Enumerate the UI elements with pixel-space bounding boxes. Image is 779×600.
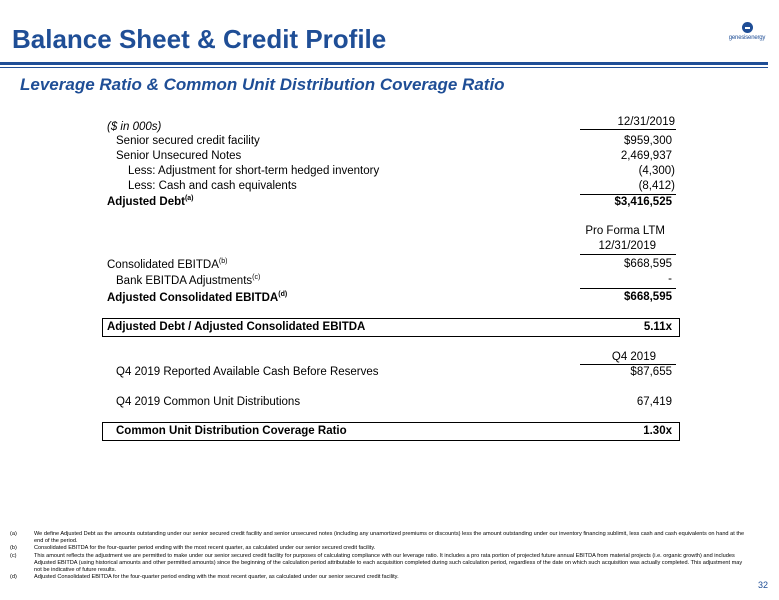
debt-row-value: (8,412) — [638, 180, 675, 192]
debt-row-label: Less: Adjustment for short-term hedged inventory — [128, 165, 380, 177]
footnote-key: (b) — [10, 545, 17, 552]
leverage-ratio-label: Adjusted Debt / Adjusted Consolidated EBITDA — [107, 321, 366, 333]
bank-ebitda-value: - — [668, 273, 672, 285]
adjusted-debt-value: $3,416,525 — [614, 196, 672, 208]
company-logo — [727, 22, 767, 41]
page-title: Balance Sheet & Credit Profile — [12, 24, 387, 54]
header-rule — [0, 62, 768, 65]
coverage-ratio-value: 1.30x — [643, 425, 672, 437]
footnote — [10, 574, 750, 581]
footnote-ref-c: (c) — [252, 274, 261, 282]
debt-date-header: 12/31/2019 — [617, 116, 675, 128]
adjusted-ebitda-label: Adjusted Consolidated EBITDA$^{(d)}$ — [107, 291, 288, 304]
distributions-label: Q4 2019 Common Unit Distributions — [116, 396, 301, 408]
footnote-ref-b: (b) — [218, 258, 228, 266]
debt-row-value: 2,469,937 — [620, 150, 672, 162]
logo-text: genesisenergy — [728, 35, 766, 41]
section-subtitle: Leverage Ratio & Common Unit Distribution Coverage Ratio — [20, 75, 505, 94]
bank-ebitda-label: Bank EBITDA Adjustments$^{(c)}$ — [116, 274, 261, 287]
available-cash-value: $87,655 — [630, 366, 672, 378]
debt-row-value: $959,300 — [624, 135, 672, 147]
footnote-ref-a: (a) — [184, 195, 194, 203]
footnote — [10, 553, 750, 575]
debt-row-value: (4,300) — [638, 165, 675, 177]
footnote-key: (a) — [10, 531, 17, 537]
consolidated-ebitda-label: Consolidated EBITDA$^{(b)}$ — [107, 258, 228, 271]
debt-row-label: Senior secured credit facility — [116, 135, 260, 147]
ebitda-header-underline — [580, 254, 676, 255]
footnote — [10, 531, 750, 545]
footnote-text: We define Adjusted Debt as the amounts outstanding under our senior secured credit facility and senior unsecured notes (including any unamortized premiums or discounts) less the amount outstanding under our inventory financing sublimit, less cash and cash equivalents on hand at the end of the period. — [34, 531, 745, 545]
footnote-key: (c) — [10, 552, 17, 559]
footnote-text: This amount reflects the adjustment we are permitted to make under our senior secured credit facility for purposes of calculating compliance with our leverage ratio. It includes a pro rata portion of projected future annual EBITDA from material projects (i.e. organic growth) and includes Adjusted EBITDA (using historical amounts and other permitted amounts) since the beginning of the calculation period attributable to each acquisition completed during such calculation period, regardless of the date on which such acquisition was actually completed. This adjustment may not be indicative of future results. — [34, 552, 743, 574]
debt-row-label: Less: Cash and cash equivalents — [128, 180, 297, 192]
distributions-value: 67,419 — [636, 396, 672, 408]
ebitda-header-line2: 12/31/2019 — [598, 240, 656, 252]
coverage-header-underline — [580, 364, 676, 365]
debt-total-rule — [580, 194, 676, 195]
header-rule-thin — [0, 67, 768, 68]
ebitda-header-line1: Pro Forma LTM — [585, 225, 665, 237]
page-number: 32 — [757, 580, 768, 590]
debt-row-label: Senior Unsecured Notes — [116, 150, 242, 162]
coverage-header: Q4 2019 — [611, 351, 656, 363]
footnote — [10, 545, 750, 552]
debt-header-underline — [580, 129, 676, 130]
footnote-key: (d) — [10, 574, 17, 581]
leverage-ratio-value: 5.11x — [643, 321, 672, 333]
available-cash-label: Q4 2019 Reported Available Cash Before Reserves — [116, 366, 379, 378]
footnotes — [10, 531, 750, 581]
adjusted-debt-label: Adjusted Debt$^{(a)}$ — [107, 195, 194, 208]
unit-label: ($ in 000s) — [107, 121, 162, 133]
coverage-ratio-label: Common Unit Distribution Coverage Ratio — [116, 425, 347, 437]
logo-mark-icon — [742, 22, 753, 33]
ebitda-total-rule — [580, 288, 676, 289]
adjusted-ebitda-value: $668,595 — [624, 291, 672, 303]
consolidated-ebitda-value: $668,595 — [624, 258, 672, 270]
footnote-text: Adjusted Consolidated EBITDA for the four-quarter period ending with the most recent quarter, as calculated under our senior secured credit facility. — [34, 574, 399, 581]
footnote-text: Consolidated EBITDA for the four-quarter period ending with the most recent quarter, as calculated under our senior secured credit facility. — [34, 545, 376, 552]
footnote-ref-d: (d) — [278, 291, 288, 299]
